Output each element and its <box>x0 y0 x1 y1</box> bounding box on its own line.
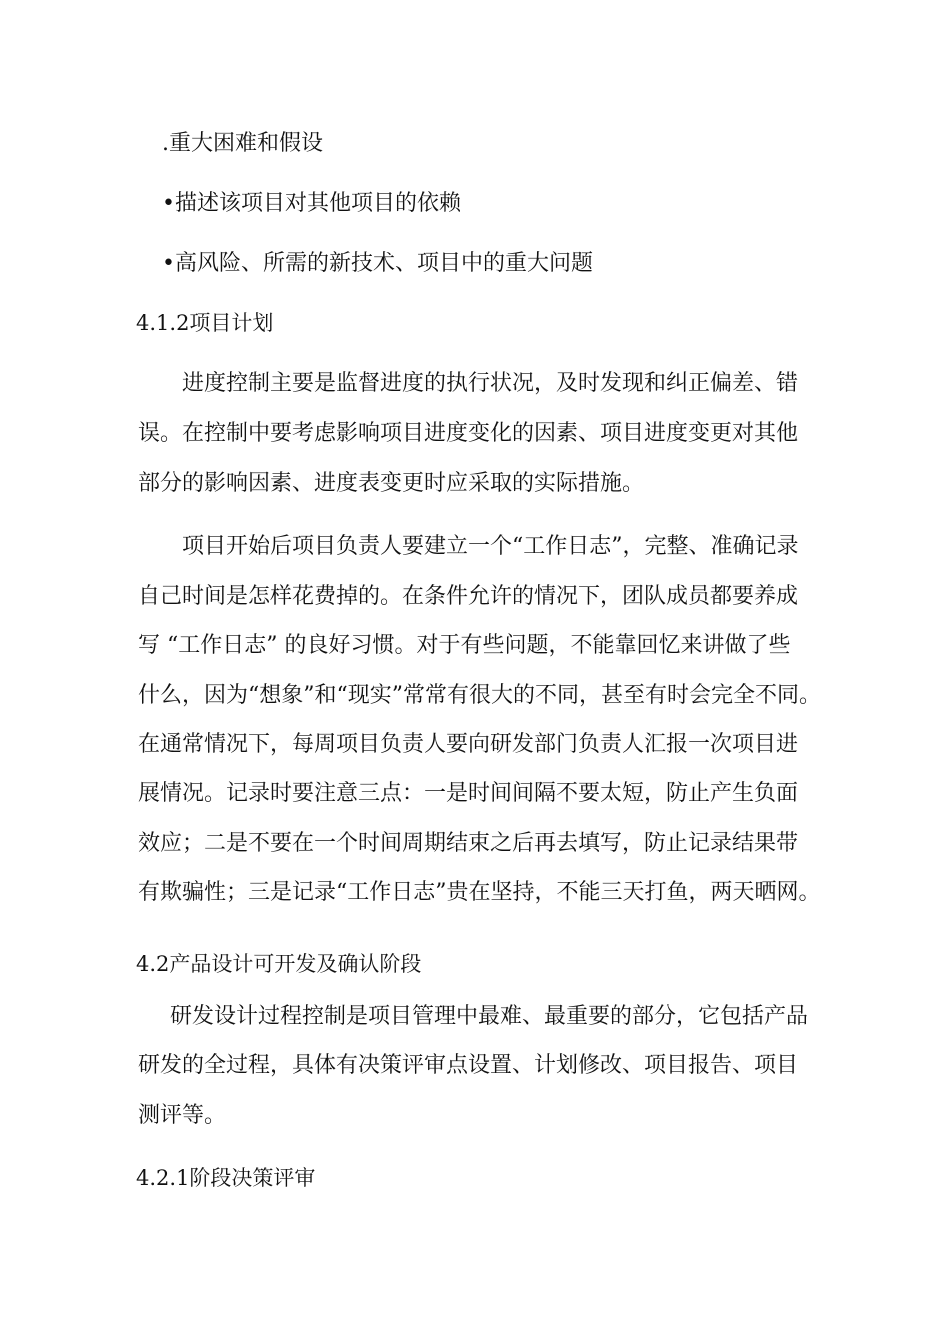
section-heading-4-2: 4.2产品设计可开发及确认阶段 <box>136 952 422 976</box>
paragraph-line: 研发的全过程，具体有决策评审点设置、计划修改、项目报告、项目 <box>138 1053 799 1078</box>
paragraph-line: 效应；二是不要在一个时间周期结束之后再去填写，防止记录结果带 <box>138 831 799 856</box>
bullet-item: •描述该项目对其他项目的依赖 <box>162 191 461 216</box>
bullet-item: •高风险、所需的新技术、项目中的重大问题 <box>162 251 593 276</box>
paragraph-line: 进度控制主要是监督进度的执行状况，及时发现和纠正偏差、错 <box>182 371 799 396</box>
paragraph-line: 误。在控制中要考虑影响项目进度变化的因素、项目进度变更对其他 <box>138 421 799 446</box>
paragraph-line: 测评等。 <box>138 1103 227 1128</box>
section-heading-4-2-1: 4.2.1阶段决策评审 <box>136 1166 316 1190</box>
paragraph-line: 部分的影响因素、进度表变更时应采取的实际措施。 <box>138 471 645 496</box>
paragraph-line: 有欺骗性；三是记录“工作日志”贵在坚持，不能三天打鱼，两天晒网。 <box>138 880 821 905</box>
paragraph-line: 写 “工作日志” 的良好习惯。对于有些问题，不能靠回忆来讲做了些 <box>138 633 791 658</box>
bullet-item: .重大困难和假设 <box>162 131 323 156</box>
paragraph-line: 项目开始后项目负责人要建立一个“工作日志”，完整、准确记录 <box>182 534 799 559</box>
paragraph-line: 自己时间是怎样花费掉的。在条件允许的情况下，团队成员都要养成 <box>138 584 799 609</box>
paragraph-line: 研发设计过程控制是项目管理中最难、最重要的部分，它包括产品 <box>170 1004 809 1029</box>
paragraph-line: 什么，因为“想象”和“现实”常常有很大的不同，甚至有时会完全不同。 <box>138 683 821 708</box>
paragraph-line: 展情况。记录时要注意三点：一是时间间隔不要太短，防止产生负面 <box>138 781 799 806</box>
paragraph-line: 在通常情况下，每周项目负责人要向研发部门负责人汇报一次项目进 <box>138 732 799 757</box>
section-heading-4-1-2: 4.1.2项目计划 <box>136 311 274 335</box>
